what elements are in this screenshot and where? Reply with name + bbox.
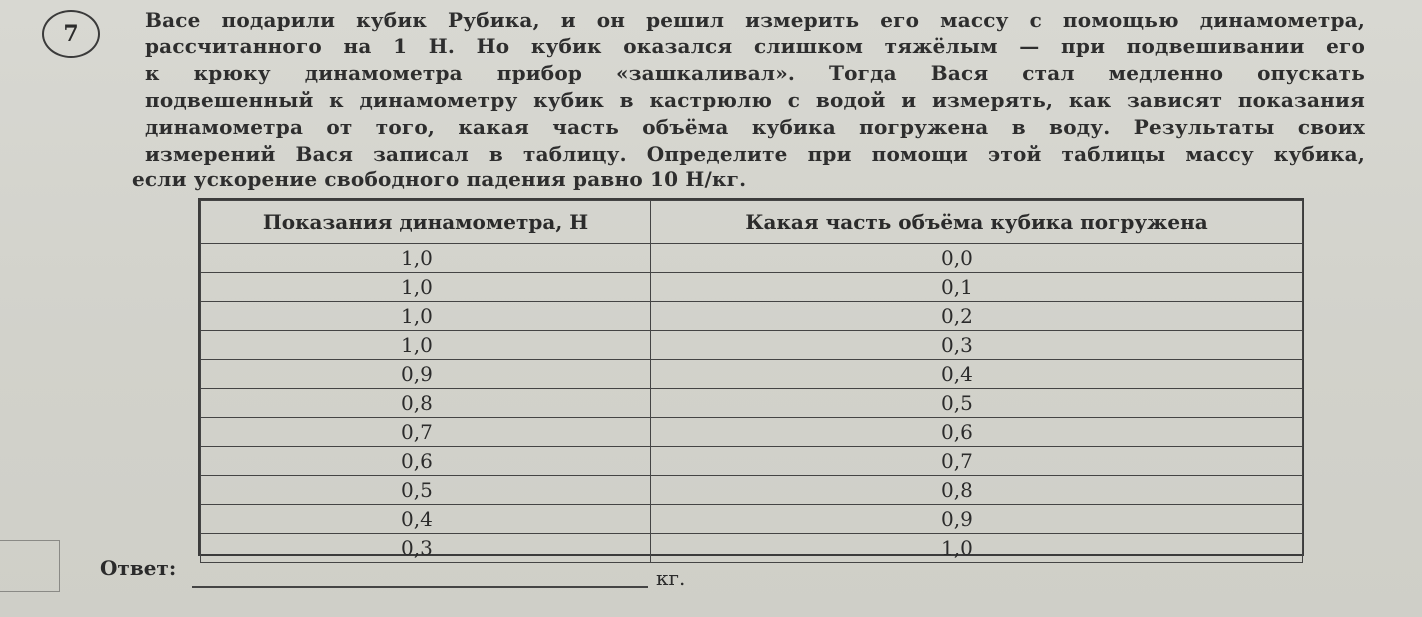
- cell-reading: 0,4: [201, 505, 651, 534]
- answer-box: [0, 540, 60, 592]
- table-row: [201, 534, 1303, 563]
- cell-fraction: 0,9: [651, 505, 1303, 534]
- problem-number-text: 7: [63, 21, 79, 47]
- cell-reading: 0,6: [201, 447, 651, 476]
- cell-fraction: 0,1: [651, 273, 1303, 302]
- measurements-table: [198, 198, 1304, 560]
- answer-input-line[interactable]: [192, 586, 648, 588]
- table-row: [201, 447, 1303, 476]
- cell-fraction: 0,2: [651, 302, 1303, 331]
- cell-fraction: 0,5: [651, 389, 1303, 418]
- problem-text-line: измерений Вася записал в таблицу. Определите при помощи этой таблицы массу кубика,: [145, 142, 1365, 166]
- table-row: [201, 389, 1303, 418]
- problem-text-line: динамометра от того, какая часть объёма кубика погружена в воду. Результаты своих: [145, 115, 1365, 139]
- cell-reading: 1,0: [201, 244, 651, 273]
- cell-fraction: 0,8: [651, 476, 1303, 505]
- cell-fraction: 0,6: [651, 418, 1303, 447]
- table-row: [201, 273, 1303, 302]
- cell-reading: 0,5: [201, 476, 651, 505]
- problem-text-line: Васе подарили кубик Рубика, и он решил измерить его массу с помощью динамометра,: [145, 8, 1365, 32]
- answer-label: Ответ:: [100, 556, 177, 580]
- cell-fraction: 0,7: [651, 447, 1303, 476]
- table-row: [201, 360, 1303, 389]
- cell-reading: 1,0: [201, 302, 651, 331]
- cell-reading: 1,0: [201, 331, 651, 360]
- table-header-row: [201, 201, 1303, 244]
- table-row: [201, 331, 1303, 360]
- answer-unit: кг.: [656, 566, 686, 590]
- table-row: [201, 244, 1303, 273]
- table-row: [201, 505, 1303, 534]
- cell-reading: 1,0: [201, 273, 651, 302]
- table-row: [201, 476, 1303, 505]
- problem-text-line: если ускорение свободного падения равно 10 Н/кг.: [132, 167, 747, 191]
- cell-fraction: 0,4: [651, 360, 1303, 389]
- cell-fraction: 0,3: [651, 331, 1303, 360]
- problem-number: [42, 10, 100, 58]
- header-dynamometer-reading: Показания динамометра, Н: [201, 201, 651, 244]
- cell-fraction: 0,0: [651, 244, 1303, 273]
- table-row: [201, 302, 1303, 331]
- problem-text-line: рассчитанного на 1 Н. Но кубик оказался слишком тяжёлым — при подвешивании его: [145, 34, 1365, 58]
- cell-fraction: 1,0: [651, 534, 1303, 563]
- table-row: [201, 418, 1303, 447]
- header-submerged-fraction: Какая часть объёма кубика погружена: [651, 201, 1303, 244]
- problem-text-line: к крюку динамометра прибор «зашкаливал». Тогда Вася стал медленно опускать: [145, 61, 1365, 85]
- problem-text-line: подвешенный к динамометру кубик в кастрюлю с водой и измерять, как зависят показания: [145, 88, 1365, 112]
- cell-reading: 0,7: [201, 418, 651, 447]
- cell-reading: 0,9: [201, 360, 651, 389]
- cell-reading: 0,3: [201, 534, 651, 563]
- measurements-table-grid: [200, 200, 1303, 563]
- cell-reading: 0,8: [201, 389, 651, 418]
